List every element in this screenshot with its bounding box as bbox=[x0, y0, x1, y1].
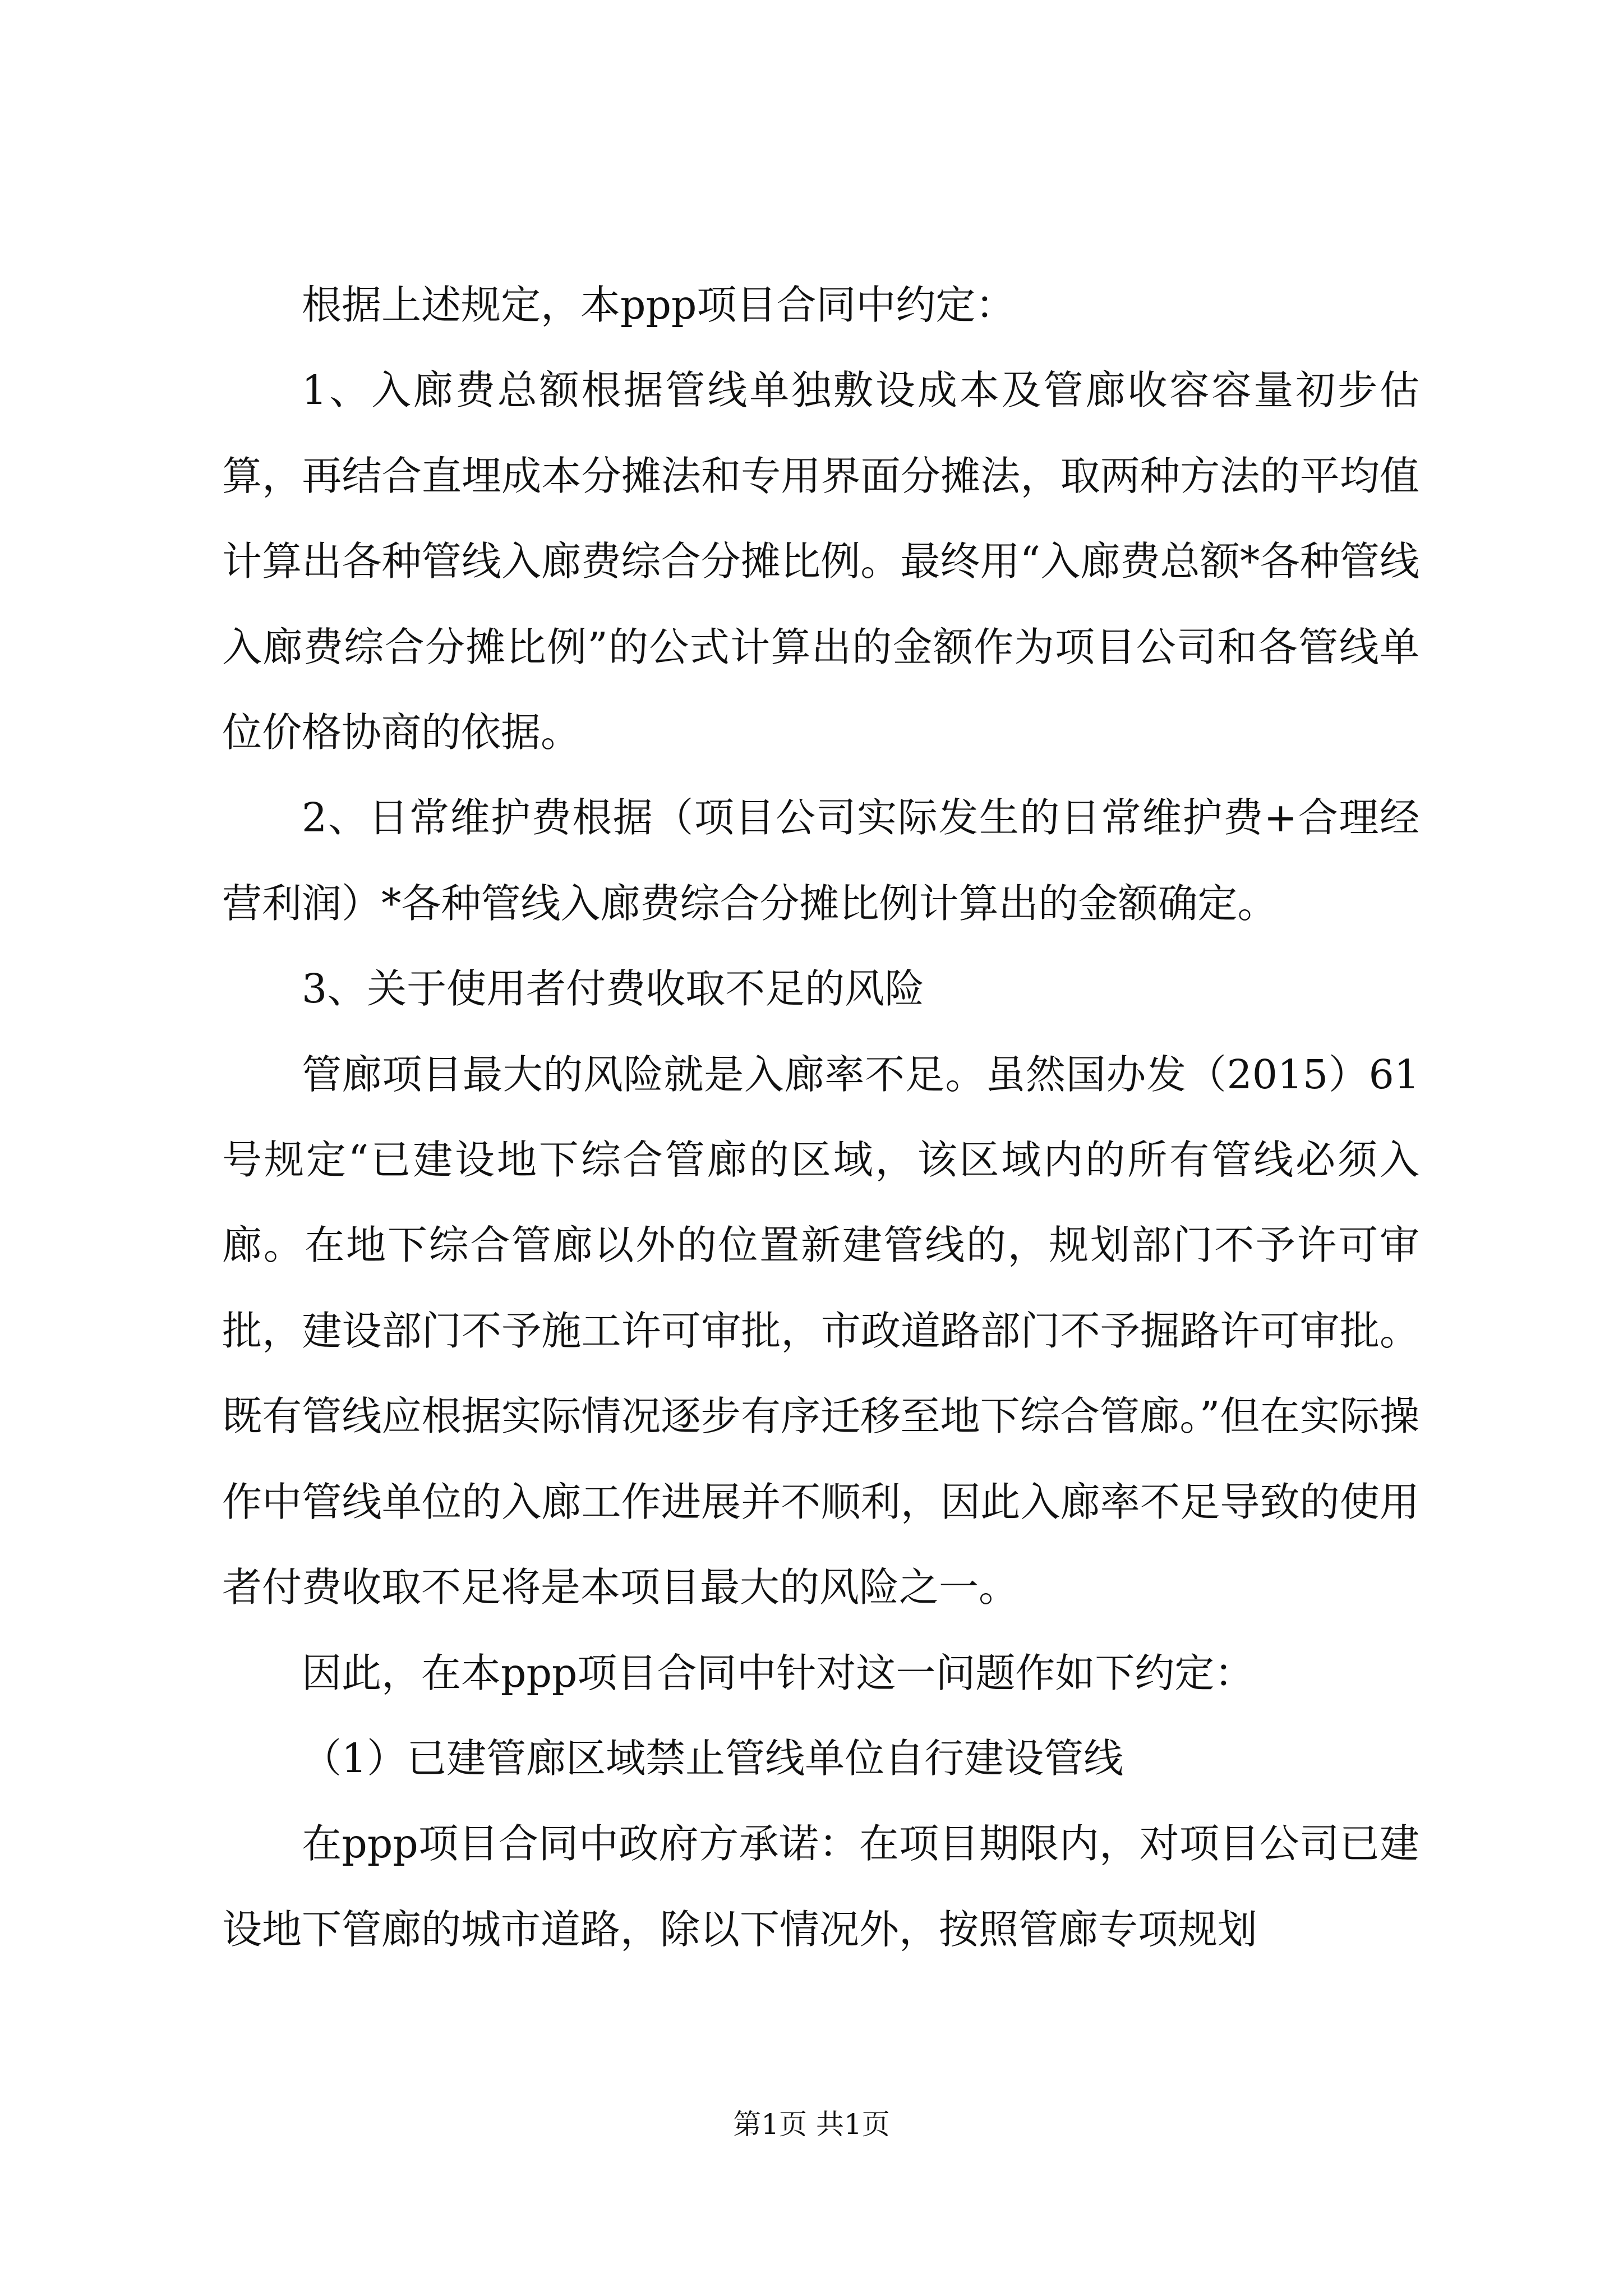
paragraph-agreement: 因此，在本ppp项目合同中针对这一问题作如下约定： bbox=[302, 1649, 1255, 1696]
paragraph-intro: 根据上述规定，本ppp项目合同中约定： bbox=[302, 282, 1016, 328]
paragraph-item-1: 1、入廊费总额根据管线单独敷设成本及管廊收容容量初步估算，再结合直埋成本分摊法和专用界面分摊法，取两种方法的平均值计算出各种管线入廊费综合分摊比例。最终用“入廊费总额*各种管线入廊费综合分摊比例”的公式计算出的金额作为项目公司和各管线单位价格协商的依据。 bbox=[222, 367, 1419, 756]
document-body bbox=[222, 263, 1419, 1972]
paragraph-item-3-heading: 3、关于使用者付费收取不足的风险 bbox=[302, 965, 925, 1013]
paragraph-subheading-1: （1）已建管廊区域禁止管线单位自行建设管线 bbox=[302, 1734, 1124, 1782]
page-footer: 第1页 共1页 bbox=[733, 2108, 890, 2141]
paragraph-item-2: 2、日常维护费根据（项目公司实际发生的日常维护费+合理经营利润）*各种管线入廊费综合分摊比例计算出的金额确定。 bbox=[222, 794, 1419, 927]
paragraph-government-commitment: 在ppp项目合同中政府方承诺：在项目期限内，对项目公司已建设地下管廊的城市道路，除以下情况外，按照管廊专项规划 bbox=[222, 1820, 1419, 1953]
paragraph-risk: 管廊项目最大的风险就是入廊率不足。虽然国办发（2015）61号规定“已建设地下综合管廊的区域，该区域内的所有管线必须入廊。在地下综合管廊以外的位置新建管线的，规划部门不予许可审批，建设部门不予施工许可审批，市政道路部门不予掘路许可审批。既有管线应根据实际情况逐步有序迁移至地下综合管廊。”但在实际操作中管线单位的入廊工作进展并不顺利，因此入廊率不足导致的使用者付费收取不足将是本项目最大的风险之一。 bbox=[222, 1051, 1419, 1611]
